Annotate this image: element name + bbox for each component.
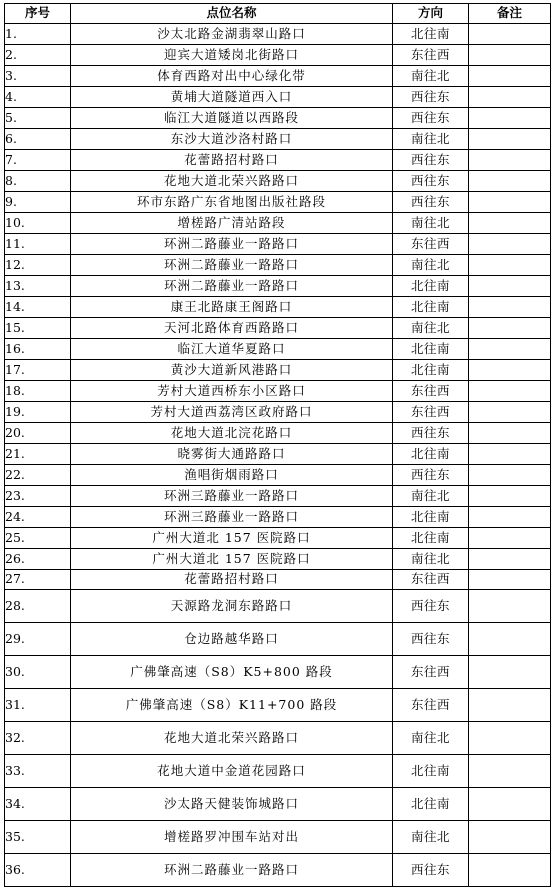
row-number-cell: 17. <box>5 360 71 381</box>
row-number-cell: 13. <box>5 276 71 297</box>
table-row <box>5 129 551 150</box>
row-number-cell: 20. <box>5 423 71 444</box>
note-cell <box>469 171 551 192</box>
note-cell <box>469 444 551 465</box>
table-row <box>5 656 551 689</box>
direction-cell: 北往南 <box>393 360 469 381</box>
location-name-cell: 花地大道北荣兴路路口 <box>71 171 393 192</box>
table-row <box>5 255 551 276</box>
table-row <box>5 339 551 360</box>
note-cell <box>469 788 551 821</box>
location-name-cell: 天源路龙洞东路路口 <box>71 590 393 623</box>
note-cell <box>469 689 551 722</box>
direction-cell: 北往南 <box>393 339 469 360</box>
direction-cell: 西往东 <box>393 87 469 108</box>
direction-cell: 东往西 <box>393 656 469 689</box>
table-row <box>5 854 551 887</box>
row-number-cell: 4. <box>5 87 71 108</box>
note-cell <box>469 192 551 213</box>
table-row <box>5 507 551 528</box>
location-name-cell: 环洲三路藤业一路路口 <box>71 486 393 507</box>
direction-cell: 东往西 <box>393 234 469 255</box>
note-cell <box>469 549 551 570</box>
direction-cell: 南往北 <box>393 821 469 854</box>
location-name-cell: 环洲二路藤业一路路口 <box>71 276 393 297</box>
note-cell <box>469 129 551 150</box>
note-cell <box>469 24 551 45</box>
header-note: 备注 <box>469 4 551 24</box>
location-name-cell: 天河北路体育西路路口 <box>71 318 393 339</box>
table-row <box>5 108 551 129</box>
location-name-cell: 东沙大道沙洛村路口 <box>71 129 393 150</box>
note-cell <box>469 402 551 423</box>
note-cell <box>469 528 551 549</box>
row-number-cell: 33. <box>5 755 71 788</box>
note-cell <box>469 255 551 276</box>
row-number-cell: 34. <box>5 788 71 821</box>
row-number-cell: 30. <box>5 656 71 689</box>
direction-cell: 东往西 <box>393 570 469 590</box>
note-cell <box>469 234 551 255</box>
row-number-cell: 26. <box>5 549 71 570</box>
location-name-cell: 环市东路广东省地图出版社路段 <box>71 192 393 213</box>
note-cell <box>469 66 551 87</box>
direction-cell: 南往北 <box>393 255 469 276</box>
row-number-cell: 29. <box>5 623 71 656</box>
direction-cell: 北往南 <box>393 297 469 318</box>
row-number-cell: 3. <box>5 66 71 87</box>
direction-cell: 南往北 <box>393 318 469 339</box>
location-name-cell: 仓边路越华路口 <box>71 623 393 656</box>
row-number-cell: 28. <box>5 590 71 623</box>
table-row <box>5 788 551 821</box>
table-row <box>5 590 551 623</box>
table-row <box>5 722 551 755</box>
row-number-cell: 36. <box>5 854 71 887</box>
table-row <box>5 755 551 788</box>
direction-cell: 西往东 <box>393 150 469 171</box>
checkpoint-table <box>4 3 551 887</box>
location-name-cell: 环洲二路藤业一路路口 <box>71 255 393 276</box>
direction-cell: 东往西 <box>393 381 469 402</box>
table-row <box>5 171 551 192</box>
direction-cell: 西往东 <box>393 192 469 213</box>
table-body <box>5 24 551 887</box>
note-cell <box>469 150 551 171</box>
location-name-cell: 体育西路对出中心绿化带 <box>71 66 393 87</box>
direction-cell: 南往北 <box>393 486 469 507</box>
table-row <box>5 276 551 297</box>
direction-cell: 西往东 <box>393 465 469 486</box>
row-number-cell: 16. <box>5 339 71 360</box>
direction-cell: 西往东 <box>393 590 469 623</box>
location-name-cell: 沙太北路金湖翡翠山路口 <box>71 24 393 45</box>
note-cell <box>469 486 551 507</box>
row-number-cell: 19. <box>5 402 71 423</box>
note-cell <box>469 297 551 318</box>
table-row <box>5 45 551 66</box>
location-name-cell: 迎宾大道矮岗北街路口 <box>71 45 393 66</box>
direction-cell: 南往北 <box>393 66 469 87</box>
location-name-cell: 花地大道北浣花路口 <box>71 423 393 444</box>
location-name-cell: 晓雾街大通路路口 <box>71 444 393 465</box>
table-row <box>5 381 551 402</box>
location-name-cell: 临江大道隧道以西路段 <box>71 108 393 129</box>
table-row <box>5 465 551 486</box>
location-name-cell: 广佛肇高速（S8）K5+800 路段 <box>71 656 393 689</box>
location-name-cell: 花蕾路招村路口 <box>71 570 393 590</box>
location-name-cell: 沙太路天健装饰城路口 <box>71 788 393 821</box>
direction-cell: 南往北 <box>393 213 469 234</box>
table-row <box>5 623 551 656</box>
direction-cell: 东往西 <box>393 45 469 66</box>
table-row <box>5 423 551 444</box>
table-row <box>5 689 551 722</box>
row-number-cell: 35. <box>5 821 71 854</box>
location-name-cell: 黄埔大道隧道西入口 <box>71 87 393 108</box>
table-row <box>5 486 551 507</box>
row-number-cell: 11. <box>5 234 71 255</box>
note-cell <box>469 276 551 297</box>
location-name-cell: 芳村大道西桥东小区路口 <box>71 381 393 402</box>
direction-cell: 南往北 <box>393 549 469 570</box>
table-row <box>5 297 551 318</box>
note-cell <box>469 381 551 402</box>
location-name-cell: 临江大道华夏路口 <box>71 339 393 360</box>
table-header-row <box>5 4 551 24</box>
table-row <box>5 234 551 255</box>
location-name-cell: 康王北路康王阁路口 <box>71 297 393 318</box>
row-number-cell: 10. <box>5 213 71 234</box>
row-number-cell: 24. <box>5 507 71 528</box>
direction-cell: 南往北 <box>393 722 469 755</box>
direction-cell: 西往东 <box>393 423 469 444</box>
note-cell <box>469 45 551 66</box>
header-no: 序号 <box>5 4 71 24</box>
direction-cell: 西往东 <box>393 623 469 656</box>
row-number-cell: 7. <box>5 150 71 171</box>
direction-cell: 北往南 <box>393 755 469 788</box>
row-number-cell: 9. <box>5 192 71 213</box>
direction-cell: 西往东 <box>393 108 469 129</box>
row-number-cell: 22. <box>5 465 71 486</box>
note-cell <box>469 755 551 788</box>
row-number-cell: 27. <box>5 570 71 590</box>
note-cell <box>469 722 551 755</box>
row-number-cell: 21. <box>5 444 71 465</box>
row-number-cell: 6. <box>5 129 71 150</box>
note-cell <box>469 339 551 360</box>
note-cell <box>469 465 551 486</box>
direction-cell: 北往南 <box>393 788 469 821</box>
direction-cell: 北往南 <box>393 507 469 528</box>
location-name-cell: 渔唱街烟雨路口 <box>71 465 393 486</box>
note-cell <box>469 656 551 689</box>
direction-cell: 东往西 <box>393 689 469 722</box>
direction-cell: 西往东 <box>393 171 469 192</box>
location-name-cell: 环洲二路藤业一路路口 <box>71 854 393 887</box>
location-name-cell: 增槎路罗冲围车站对出 <box>71 821 393 854</box>
location-name-cell: 广州大道北 157 医院路口 <box>71 549 393 570</box>
table-row <box>5 24 551 45</box>
note-cell <box>469 854 551 887</box>
note-cell <box>469 213 551 234</box>
table-row <box>5 402 551 423</box>
note-cell <box>469 318 551 339</box>
location-name-cell: 黄沙大道新风港路口 <box>71 360 393 381</box>
location-name-cell: 芳村大道西荔湾区政府路口 <box>71 402 393 423</box>
note-cell <box>469 423 551 444</box>
row-number-cell: 18. <box>5 381 71 402</box>
note-cell <box>469 360 551 381</box>
table-row <box>5 360 551 381</box>
location-name-cell: 广州大道北 157 医院路口 <box>71 528 393 549</box>
table-row <box>5 150 551 171</box>
row-number-cell: 14. <box>5 297 71 318</box>
table-row <box>5 821 551 854</box>
row-number-cell: 12. <box>5 255 71 276</box>
table-row <box>5 66 551 87</box>
table-row <box>5 87 551 108</box>
table-row <box>5 213 551 234</box>
direction-cell: 西往东 <box>393 854 469 887</box>
note-cell <box>469 108 551 129</box>
direction-cell: 北往南 <box>393 24 469 45</box>
direction-cell: 北往南 <box>393 276 469 297</box>
note-cell <box>469 590 551 623</box>
direction-cell: 东往西 <box>393 402 469 423</box>
header-name: 点位名称 <box>71 4 393 24</box>
row-number-cell: 25. <box>5 528 71 549</box>
direction-cell: 南往北 <box>393 129 469 150</box>
table-row <box>5 570 551 590</box>
row-number-cell: 32. <box>5 722 71 755</box>
row-number-cell: 1. <box>5 24 71 45</box>
table-row <box>5 318 551 339</box>
location-name-cell: 花蕾路招村路口 <box>71 150 393 171</box>
location-name-cell: 广佛肇高速（S8）K11+700 路段 <box>71 689 393 722</box>
direction-cell: 北往南 <box>393 444 469 465</box>
location-name-cell: 花地大道北荣兴路路口 <box>71 722 393 755</box>
row-number-cell: 23. <box>5 486 71 507</box>
table-row <box>5 444 551 465</box>
location-name-cell: 花地大道中金道花园路口 <box>71 755 393 788</box>
row-number-cell: 2. <box>5 45 71 66</box>
header-direction: 方向 <box>393 4 469 24</box>
row-number-cell: 5. <box>5 108 71 129</box>
table-row <box>5 528 551 549</box>
note-cell <box>469 570 551 590</box>
table-row <box>5 549 551 570</box>
note-cell <box>469 623 551 656</box>
note-cell <box>469 821 551 854</box>
location-name-cell: 增槎路广清站路段 <box>71 213 393 234</box>
location-name-cell: 环洲二路藤业一路路口 <box>71 234 393 255</box>
row-number-cell: 15. <box>5 318 71 339</box>
note-cell <box>469 87 551 108</box>
row-number-cell: 31. <box>5 689 71 722</box>
location-name-cell: 环洲三路藤业一路路口 <box>71 507 393 528</box>
direction-cell: 北往南 <box>393 528 469 549</box>
row-number-cell: 8. <box>5 171 71 192</box>
table-row <box>5 192 551 213</box>
note-cell <box>469 507 551 528</box>
